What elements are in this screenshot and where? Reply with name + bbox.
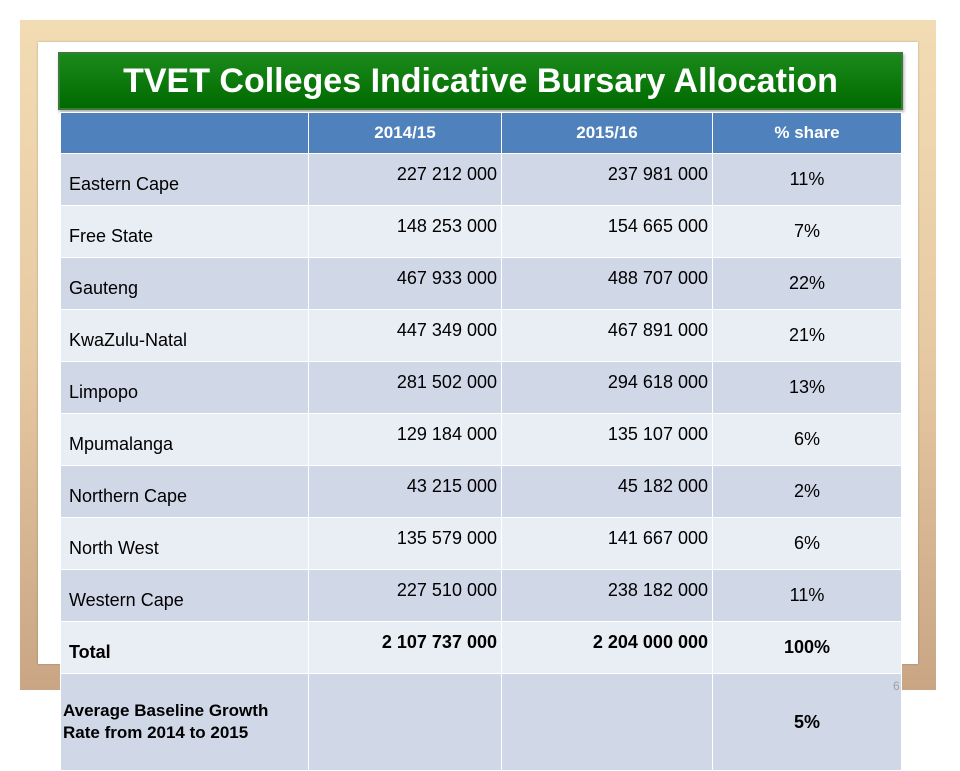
title-banner: [58, 52, 903, 110]
value-2014-15: 227 510 000: [309, 570, 502, 622]
table-row: [61, 310, 902, 362]
page-number: 6: [893, 679, 900, 693]
header-region: [61, 113, 309, 154]
region-name: Limpopo: [61, 362, 309, 414]
table-row: [61, 414, 902, 466]
table-row: [61, 570, 902, 622]
region-name: Western Cape: [61, 570, 309, 622]
value-2014-15: 467 933 000: [309, 258, 502, 310]
value-share: 6%: [713, 414, 902, 466]
page-title: TVET Colleges Indicative Bursary Allocation: [123, 61, 838, 100]
total-2015-16: 2 204 000 000: [502, 622, 713, 674]
value-share: 13%: [713, 362, 902, 414]
value-share: 7%: [713, 206, 902, 258]
average-growth-label: Average Baseline Growth Rate from 2014 to 2015: [61, 674, 309, 771]
value-share: 22%: [713, 258, 902, 310]
region-name: Eastern Cape: [61, 154, 309, 206]
value-2015-16: 488 707 000: [502, 258, 713, 310]
total-row: [61, 622, 902, 674]
table-header-row: [61, 113, 902, 154]
value-2014-15: 447 349 000: [309, 310, 502, 362]
table-row: [61, 258, 902, 310]
total-2014-15: 2 107 737 000: [309, 622, 502, 674]
value-share: 2%: [713, 466, 902, 518]
value-2015-16: 45 182 000: [502, 466, 713, 518]
total-share: 100%: [713, 622, 902, 674]
value-2015-16: 237 981 000: [502, 154, 713, 206]
value-2015-16: 294 618 000: [502, 362, 713, 414]
table-row: [61, 362, 902, 414]
value-2014-15: 227 212 000: [309, 154, 502, 206]
value-2014-15: 135 579 000: [309, 518, 502, 570]
value-2015-16: 467 891 000: [502, 310, 713, 362]
value-2014-15: 281 502 000: [309, 362, 502, 414]
average-2014-15: [309, 674, 502, 771]
region-name: Free State: [61, 206, 309, 258]
region-name: North West: [61, 518, 309, 570]
header-share: % share: [713, 113, 902, 154]
table-row: [61, 466, 902, 518]
value-2014-15: 43 215 000: [309, 466, 502, 518]
total-label: Total: [61, 622, 309, 674]
header-2014-15: 2014/15: [309, 113, 502, 154]
value-2014-15: 129 184 000: [309, 414, 502, 466]
region-name: KwaZulu-Natal: [61, 310, 309, 362]
value-share: 21%: [713, 310, 902, 362]
header-2015-16: 2015/16: [502, 113, 713, 154]
region-name: Gauteng: [61, 258, 309, 310]
value-2015-16: 154 665 000: [502, 206, 713, 258]
value-share: 11%: [713, 570, 902, 622]
average-growth-row: [61, 674, 902, 771]
value-2015-16: 135 107 000: [502, 414, 713, 466]
table-row: [61, 518, 902, 570]
region-name: Mpumalanga: [61, 414, 309, 466]
value-share: 6%: [713, 518, 902, 570]
table-row: [61, 154, 902, 206]
table-row: [61, 206, 902, 258]
region-name: Northern Cape: [61, 466, 309, 518]
value-2015-16: 238 182 000: [502, 570, 713, 622]
value-2015-16: 141 667 000: [502, 518, 713, 570]
average-growth-rate: 5%: [713, 674, 902, 771]
value-2014-15: 148 253 000: [309, 206, 502, 258]
average-2015-16: [502, 674, 713, 771]
value-share: 11%: [713, 154, 902, 206]
bursary-allocation-table: [60, 112, 902, 771]
